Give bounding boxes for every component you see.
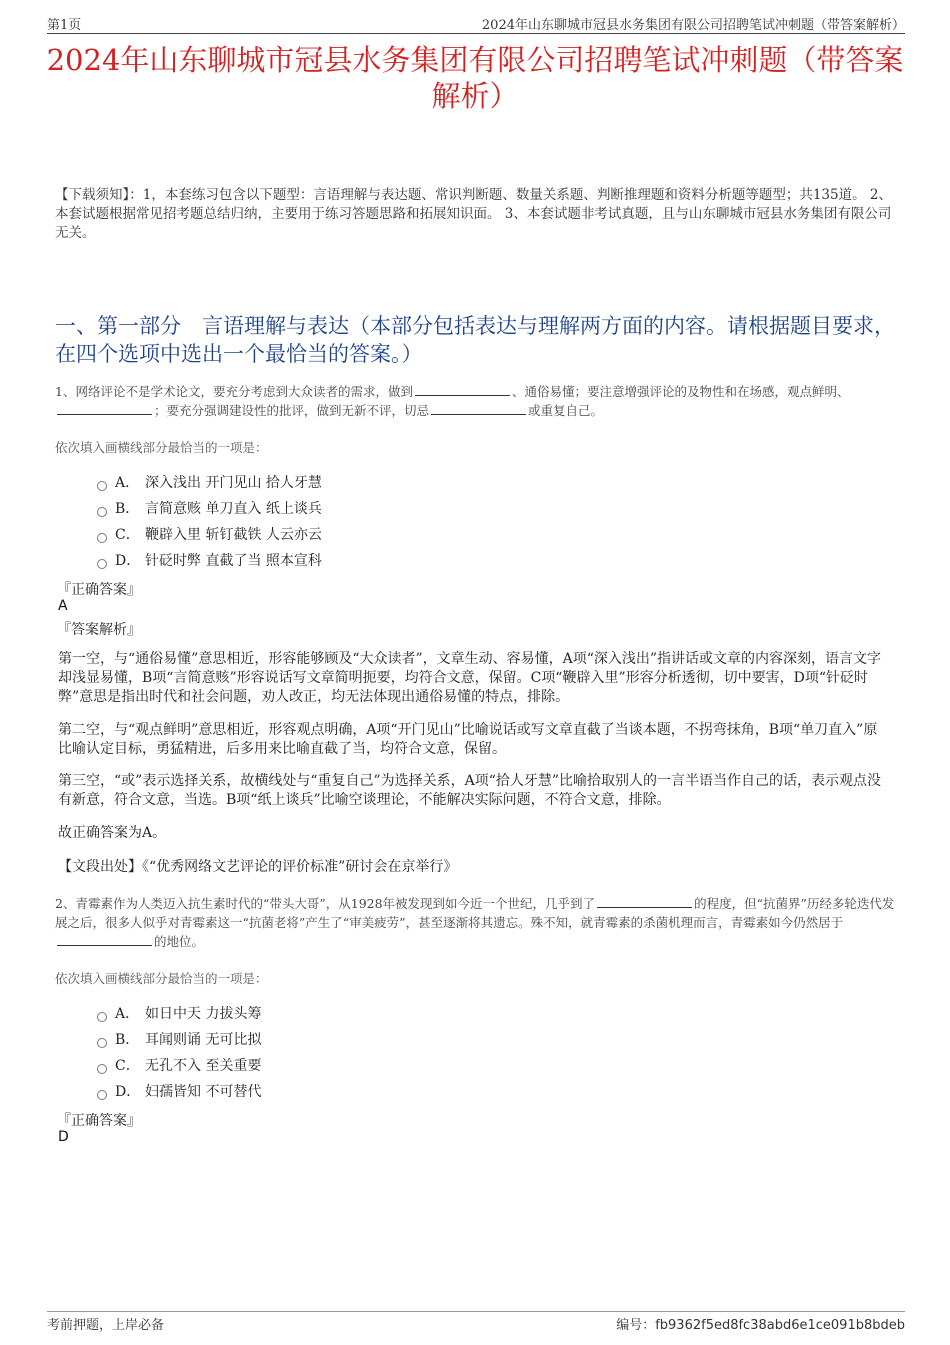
- option-b[interactable]: B． 言简意赅 单刀直入 纸上谈兵: [97, 498, 322, 524]
- question-1-stem: [55, 382, 900, 420]
- page-number: 第1页: [47, 18, 82, 33]
- correct-answer-label: 『正确答案』: [57, 582, 141, 598]
- radio-icon[interactable]: [97, 507, 107, 517]
- fill-blank: [415, 384, 510, 396]
- radio-icon[interactable]: [97, 559, 107, 569]
- option-text: 言简意赅 单刀直入 纸上谈兵: [145, 501, 322, 517]
- option-c[interactable]: C． 鞭辟入里 斩钉截铁 人云亦云: [97, 524, 322, 550]
- radio-icon[interactable]: [97, 1012, 107, 1022]
- code-label: 编号：: [616, 1318, 656, 1333]
- option-text: 针砭时弊 直截了当 照本宣科: [145, 553, 322, 569]
- section-title: 一、第一部分 言语理解与表达（本部分包括表达与理解两方面的内容。请根据题目要求，在四个选项中选出一个最恰当的答案。）: [55, 314, 895, 366]
- q2-stem-part2: 的程度，但“抗菌界”历经多轮迭代发展之后，很多人似乎对青霉素这一“抗菌老将”产生了“审美疲劳”，甚至逐渐将其遗忘。殊不知，就青霉素的杀菌机理而言，青霉素如今仍然居于: [55, 896, 895, 930]
- question-1-prompt: 依次填入画横线部分最恰当的一项是：: [55, 440, 268, 455]
- q1-stem-part2: 、通俗易懂；要注意增强评论的及物性和在场感，观点鲜明、: [511, 384, 850, 399]
- page-header: [47, 14, 905, 34]
- footer-slogan: 考前押题，上岸必备: [47, 1318, 165, 1333]
- question-2-stem: [55, 894, 900, 951]
- question-2-prompt: 依次填入画横线部分最恰当的一项是：: [55, 971, 268, 986]
- correct-answer: D: [58, 1129, 69, 1145]
- fill-blank: [57, 403, 152, 415]
- option-d[interactable]: D． 妇孺皆知 不可替代: [97, 1081, 261, 1107]
- fill-blank: [57, 934, 152, 946]
- page-title: 2024年山东聊城市冠县水务集团有限公司招聘笔试冲刺题（带答案解析）: [46, 43, 904, 113]
- option-text: 深入浅出 开门见山 拾人牙慧: [145, 475, 322, 491]
- fill-blank: [431, 403, 526, 415]
- analysis-conclusion: 故正确答案为A。: [58, 825, 167, 841]
- header-doc-title: 2024年山东聊城市冠县水务集团有限公司招聘笔试冲刺题（带答案解析）: [481, 18, 905, 33]
- radio-icon[interactable]: [97, 1038, 107, 1048]
- q1-stem-part3: ；要充分强调建设性的批评，做到无新不评，切忌: [154, 403, 430, 418]
- option-text: 鞭辟入里 斩钉截铁 人云亦云: [145, 527, 322, 543]
- document-code: [616, 1314, 905, 1333]
- download-notice: 【下载须知】：1，本套练习包含以下题型：言语理解与表达题、常识判断题、数量关系题、判断推理题和资料分析题等题型；共135道。 2、本套试题根据常见招考题总结归纳，主要用于练习答题思路和拓展知识面。 3、本套试题非考试真题，且与山东聊城市冠县水务集团有限公司无关。: [55, 187, 892, 241]
- option-text: 如日中天 力拔头筹: [145, 1006, 262, 1022]
- code-value: fb9362f5ed8fc38abd6e1ce091b8bdeb: [655, 1318, 905, 1333]
- q2-stem-part1: 2、青霉素作为人类迈入抗生素时代的“带头大哥”，从1928年被发现到如今近一个世纪，几乎到了: [55, 896, 596, 911]
- question-2-options: [97, 1003, 261, 1107]
- fill-blank: [597, 896, 692, 908]
- option-text: 妇孺皆知 不可替代: [145, 1084, 262, 1100]
- analysis-label: 『答案解析』: [57, 622, 141, 638]
- option-a[interactable]: A． 深入浅出 开门见山 拾人牙慧: [97, 472, 322, 498]
- radio-icon[interactable]: [97, 1090, 107, 1100]
- question-1-options: [97, 472, 322, 576]
- q1-stem-part1: 1、网络评论不是学术论文，要充分考虑到大众读者的需求，做到: [55, 384, 413, 399]
- radio-icon[interactable]: [97, 1064, 107, 1074]
- radio-icon[interactable]: [97, 481, 107, 491]
- q2-stem-part3: 的地位。: [154, 934, 205, 949]
- option-text: 耳闻则诵 无可比拟: [145, 1032, 262, 1048]
- option-text: 无孔不入 至关重要: [145, 1058, 262, 1074]
- correct-answer-label: 『正确答案』: [57, 1113, 141, 1129]
- radio-icon[interactable]: [97, 533, 107, 543]
- footer-divider: [47, 1311, 905, 1312]
- header-divider: [47, 33, 905, 34]
- option-b[interactable]: B． 耳闻则诵 无可比拟: [97, 1029, 261, 1055]
- q1-stem-part4: 或重复自己。: [528, 403, 604, 418]
- analysis-paragraph: 第二空，与“观点鲜明”意思相近，形容观点明确，A项“开门见山”比喻说话或写文章直截了当谈本题，不拐弯抹角，B项“单刀直入”原比喻认定目标，勇猛精进，后多用来比喻直截了当，均符合文意，保留。: [58, 722, 878, 757]
- option-a[interactable]: A． 如日中天 力拔头筹: [97, 1003, 261, 1029]
- option-d[interactable]: D． 针砭时弊 直截了当 照本宣科: [97, 550, 322, 576]
- analysis-paragraph: 第三空，“或”表示选择关系，故横线处与“重复自己”为选择关系，A项“拾人牙慧”比喻拾取别人的一言半语当作自己的话，表示观点没有新意，符合文意，当选。B项“纸上谈兵”比喻空谈理论，不能解决实际问题，不符合文意，排除。: [58, 773, 882, 808]
- source-citation: 【文段出处】《“优秀网络文艺评论的评价标准”研讨会在京举行》: [58, 859, 458, 875]
- option-c[interactable]: C． 无孔不入 至关重要: [97, 1055, 261, 1081]
- correct-answer: A: [58, 598, 68, 614]
- analysis-paragraph: 第一空，与“通俗易懂”意思相近，形容能够顾及“大众读者”，文章生动、容易懂，A项“深入浅出”指讲话或文章的内容深刻，语言文字却浅显易懂，B项“言简意赅”形容说话写文章简明扼要，均符合文意，保留。C项“鞭辟入里”形容分析透彻，切中要害，D项“针砭时弊”意思是指出时代和社会问题，劝人改正，均无法体现出通俗易懂的特点，排除。: [58, 651, 882, 705]
